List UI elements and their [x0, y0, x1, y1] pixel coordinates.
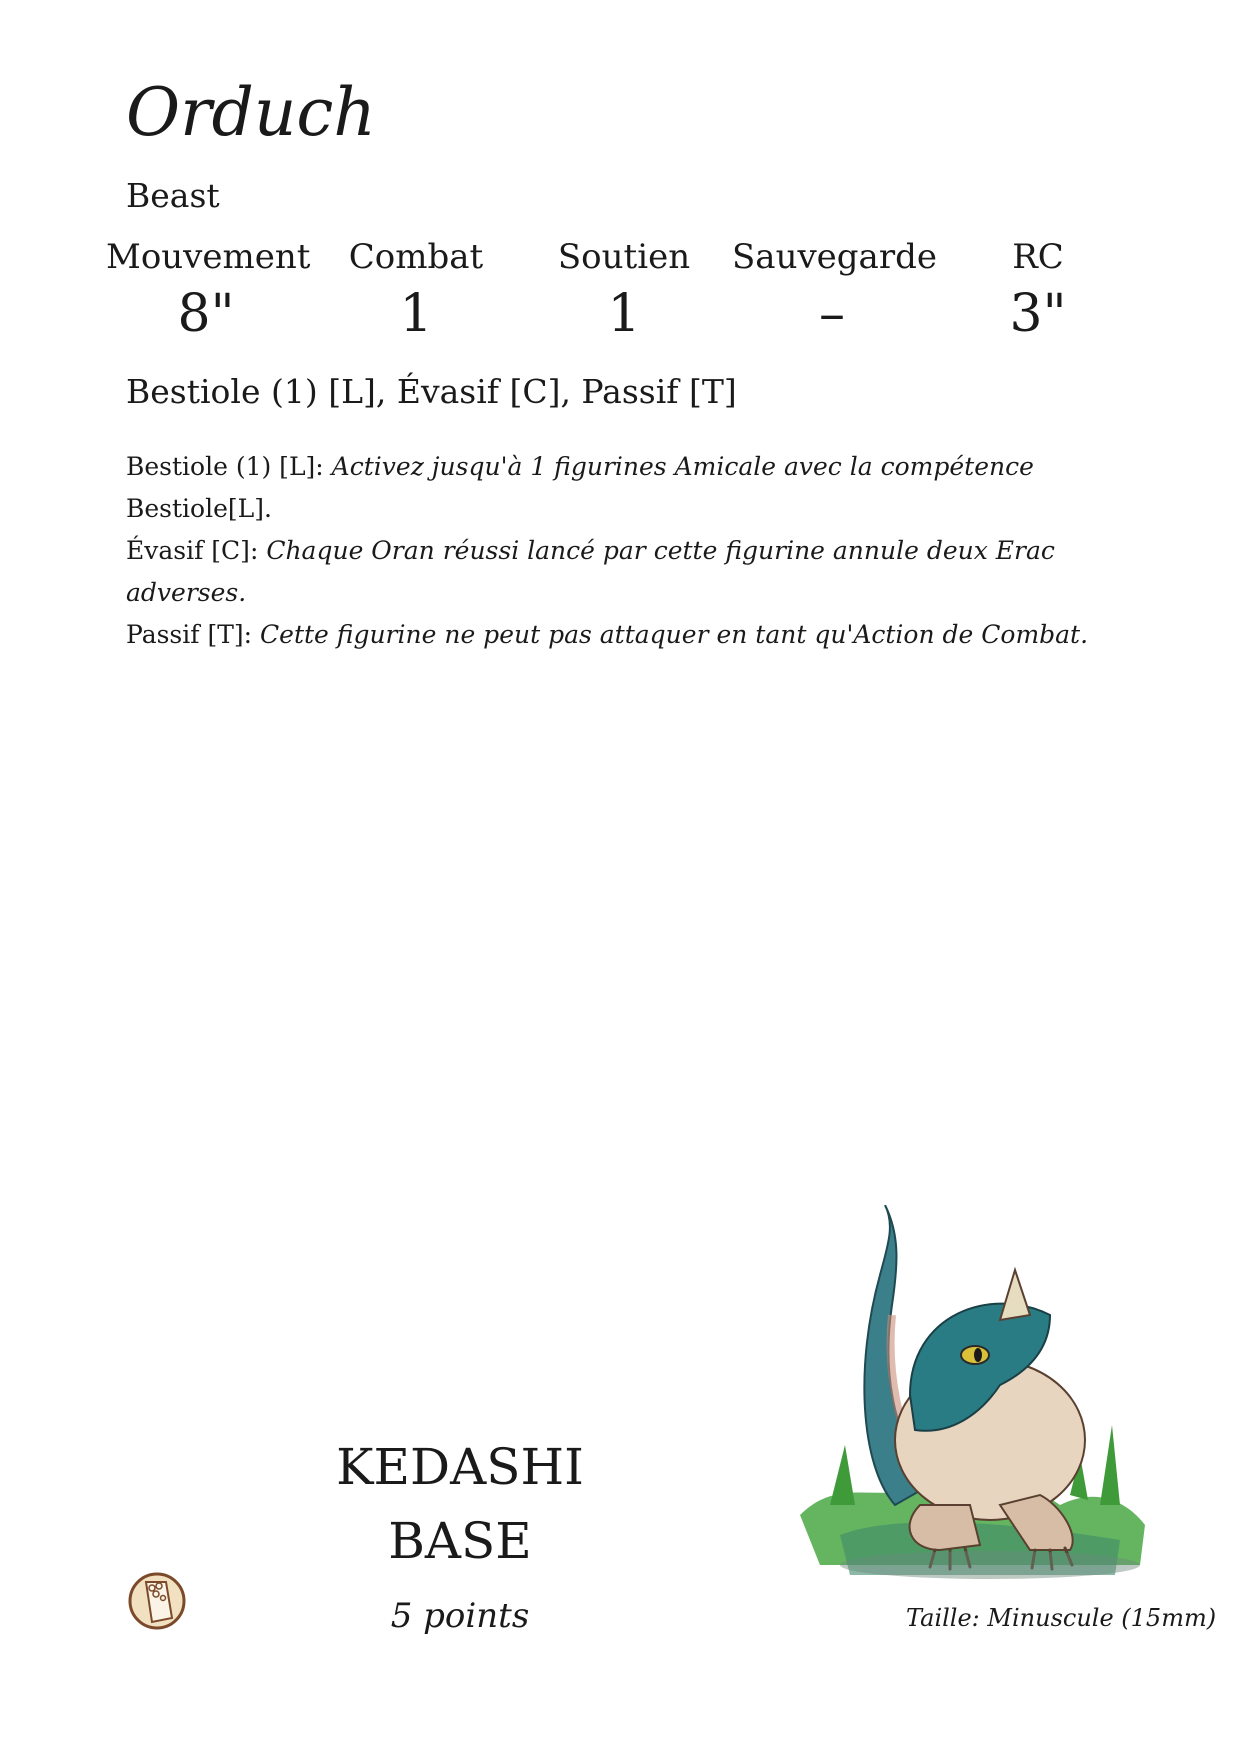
rule-entry	[126, 446, 1106, 488]
points-cost: 5 points	[390, 1596, 530, 1636]
stat-label: Combat	[348, 237, 484, 277]
abilities-summary: Bestiole (1) [L], Évasif [C], Passif [T]	[126, 372, 737, 411]
rule-text-continued: Bestiole[L].	[126, 494, 272, 523]
card-title: Orduch	[126, 74, 376, 151]
rule-entry	[126, 614, 1106, 656]
stat-label: RC	[1012, 237, 1064, 277]
stat-rc	[938, 235, 1138, 349]
frog-creature-illustration	[800, 1205, 1160, 1585]
rules-text	[126, 446, 1106, 656]
stat-value: 1	[607, 284, 641, 344]
rule-name: Passif [T]:	[126, 620, 253, 649]
rule-text: Activez jusqu'à 1 figurines Amicale avec la compétence	[331, 452, 1034, 481]
faction-subtitle: BASE	[388, 1512, 532, 1570]
stat-label: Sauvegarde	[732, 237, 937, 277]
stat-label: Mouvement	[106, 237, 311, 277]
card-type: Beast	[126, 176, 220, 215]
faction-block	[300, 1430, 620, 1636]
rule-text: Cette figurine ne peut pas attaquer en tant qu'Action de Combat.	[260, 620, 1089, 649]
stat-value: 8"	[177, 284, 235, 344]
stat-value: 1	[399, 284, 433, 344]
stat-value: –	[819, 284, 845, 344]
stat-sauvegarde	[732, 235, 937, 349]
stat-combat	[316, 235, 516, 349]
hand-emblem-icon	[126, 1568, 188, 1630]
rule-entry	[126, 488, 1106, 530]
rule-text: Chaque Oran réussi lancé par cette figurine annule deux Erac adverses.	[126, 536, 1055, 607]
stats-row	[106, 235, 1126, 345]
rule-entry	[126, 530, 1106, 614]
faction-name: KEDASHI	[336, 1438, 584, 1496]
stat-label: Soutien	[557, 237, 691, 277]
stat-soutien	[524, 235, 724, 349]
rule-name: Bestiole (1) [L]:	[126, 452, 324, 481]
stat-mouvement	[106, 235, 311, 349]
rule-name: Évasif [C]:	[126, 536, 259, 565]
size-label: Taille: Minuscule (15mm)	[906, 1604, 1217, 1632]
stat-value: 3"	[1009, 284, 1067, 344]
